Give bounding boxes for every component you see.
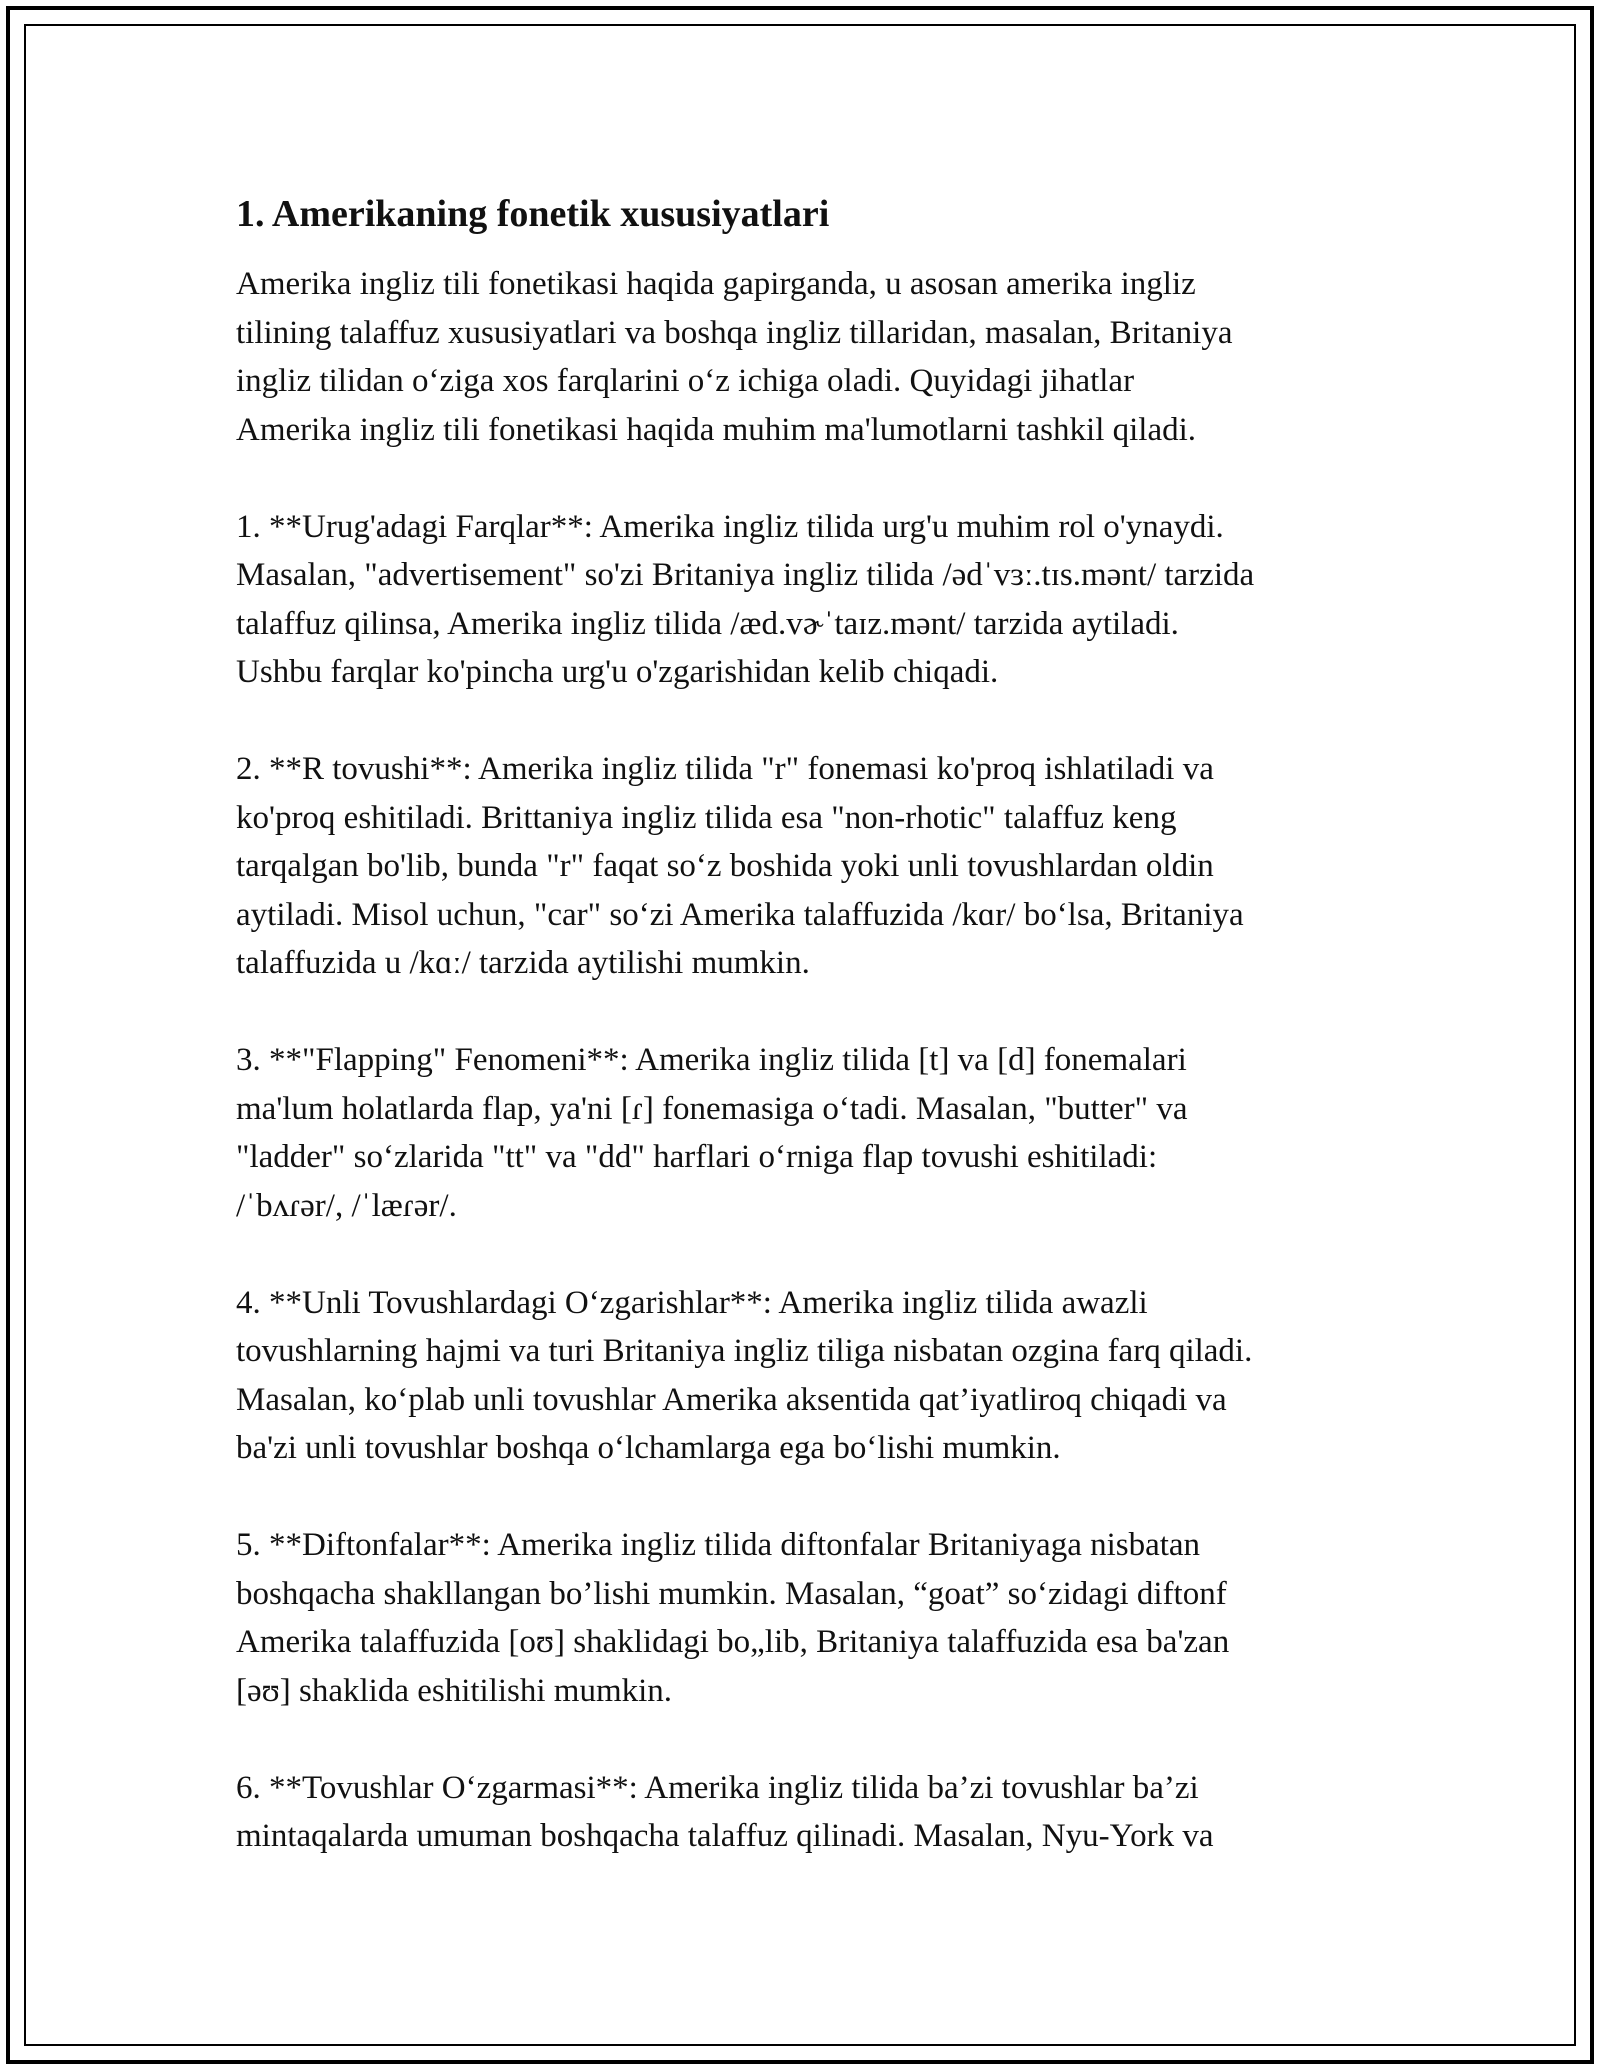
text-line: ingliz tilidan o‘ziga xos farqlarini o‘z ichiga oladi. Quyidagi jihatlar: [236, 363, 1135, 399]
text-line: 2. **R tovushi**: Amerika ingliz tilida "r" fonemasi ko'proq ishlatiladi va: [236, 751, 1214, 787]
list-item-r-tovushi: [236, 745, 1386, 988]
text-line: Amerika ingliz tili fonetikasi haqida muhim ma'lumotlarni tashkil qiladi.: [236, 411, 1197, 448]
text-line: tovushlarning hajmi va turi Britaniya ingliz tiliga nisbatan ozgina farq qiladi.: [236, 1333, 1253, 1369]
text-line: "ladder" so‘zlarida "tt" va "dd" harflari o‘rniga flap tovushi eshitiladi:: [236, 1139, 1158, 1175]
text-line: 4. **Unli Tovushlardagi O‘zgarishlar**: Amerika ingliz tilida awazli: [236, 1284, 1148, 1321]
list-item-unli-tovushlar: [236, 1279, 1386, 1473]
section-heading: 1. Amerikaning fonetik xususiyatlari: [236, 193, 830, 235]
text-line: Amerika talaffuzida [oʊ] shaklidagi bo„lib, Britaniya talaffuzida esa ba'zan: [236, 1624, 1230, 1660]
text-line: tilining talaffuz xususiyatlari va boshqa ingliz tillaridan, masalan, Britaniya: [236, 314, 1233, 351]
text-line: Amerika ingliz tili fonetikasi haqida gapirganda, u asosan amerika ingliz: [236, 266, 1196, 302]
document-body: [236, 182, 1386, 1909]
text-line: Ushbu farqlar ko'pincha urg'u o'zgarishidan kelib chiqadi.: [236, 654, 999, 690]
text-line: 6. **Tovushlar O‘zgarmasi**: Amerika ingliz tilida ba’zi tovushlar ba’zi: [236, 1769, 1199, 1806]
text-line: ba'zi unli tovushlar boshqa o‘lchamlarga ega bo‘lishi mumkin.: [236, 1430, 1061, 1466]
text-line: ko'proq eshitiladi. Brittaniya ingliz tilida esa "non-rhotic" talaffuz keng: [236, 799, 1177, 836]
list-item-flapping: [236, 1036, 1386, 1230]
intro-paragraph: [236, 260, 1386, 454]
text-line: 5. **Diftonfalar**: Amerika ingliz tilida diftonfalar Britaniyaga nisbatan: [236, 1527, 1201, 1563]
text-line: Masalan, "advertisement" so'zi Britaniya ingliz tilida /ədˈvɜː.tɪs.mənt/ tarzida: [236, 557, 1255, 593]
text-line: mintaqalarda umuman boshqacha talaffuz qilinadi. Masalan, Nyu-York va: [236, 1818, 1214, 1854]
text-line: talaffuz qilinsa, Amerika ingliz tilida /æd.vɚˈtaɪz.mənt/ tarzida aytiladi.: [236, 605, 1179, 642]
text-line: tarqalgan bo'lib, bunda "r" faqat so‘z boshida yoki unli tovushlardan oldin: [236, 848, 1214, 884]
text-line: /ˈbʌɾər/, /ˈlæɾər/.: [236, 1187, 457, 1224]
list-item-diftonfalar: [236, 1521, 1386, 1715]
text-line: boshqacha shakllangan bo’lishi mumkin. Masalan, “goat” so‘zidagi diftonf: [236, 1575, 1227, 1612]
text-line: [əʊ] shaklida eshitilishi mumkin.: [236, 1672, 673, 1709]
text-line: 3. **"Flapping" Fenomeni**: Amerika ingliz tilida [t] va [d] fonemalari: [236, 1042, 1187, 1078]
list-item-tovushlar-ozgarmasi: [236, 1764, 1386, 1861]
text-line: aytiladi. Misol uchun, "car" so‘zi Amerika talaffuzida /kɑr/ bo‘lsa, Britaniya: [236, 896, 1244, 933]
text-line: Masalan, ko‘plab unli tovushlar Amerika aksentida qat’iyatliroq chiqadi va: [236, 1381, 1227, 1418]
text-line: ma'lum holatlarda flap, ya'ni [ɾ] fonemasiga o‘tadi. Masalan, "butter" va: [236, 1090, 1188, 1127]
list-item-urgu: [236, 503, 1386, 697]
text-line: talaffuzida u /kɑː/ tarzida aytilishi mumkin.: [236, 945, 810, 981]
text-line: 1. **Urug'adagi Farqlar**: Amerika ingliz tilida urg'u muhim rol o'ynaydi.: [236, 508, 1224, 545]
